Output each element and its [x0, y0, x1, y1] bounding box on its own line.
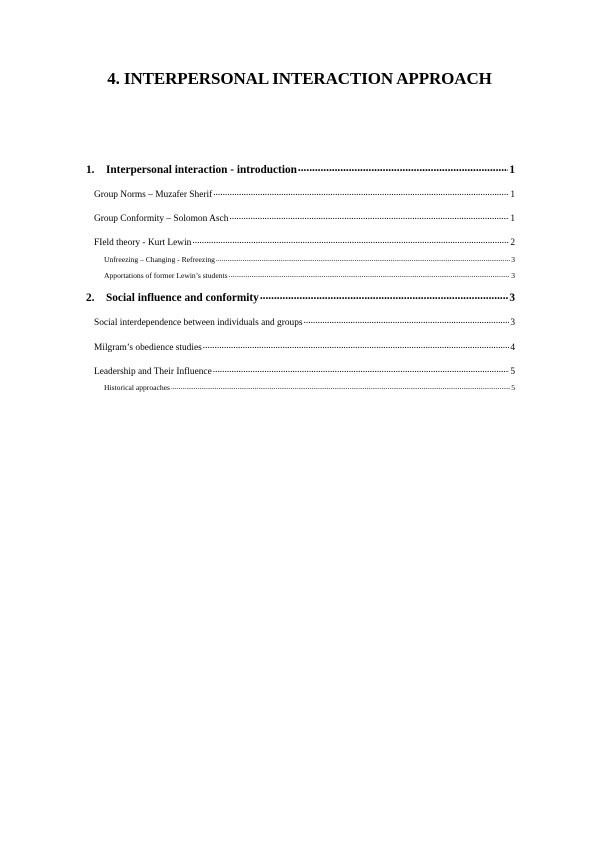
dot-leader	[304, 316, 510, 325]
toc-entry-leadership[interactable]	[94, 365, 515, 377]
toc-entry-field-theory[interactable]	[94, 236, 515, 248]
dot-leader	[213, 188, 509, 197]
toc-entry-page: 2	[510, 238, 515, 249]
toc-entry-historical-approaches[interactable]	[104, 382, 515, 392]
toc-entry-page: 3	[509, 292, 515, 305]
toc-entry-page: 3	[511, 254, 515, 264]
toc-entry-page: 1	[509, 164, 515, 177]
toc-entry-group-norms[interactable]	[94, 188, 515, 200]
toc-entry-group-conformity[interactable]	[94, 212, 515, 224]
dot-leader	[216, 254, 510, 262]
toc-entry-social-interdependence[interactable]	[94, 316, 515, 328]
toc-entry-number: 2.	[86, 292, 95, 305]
toc-entry-page: 4	[510, 343, 515, 354]
toc-entry-label: Social interdependence between individuals and groups	[94, 318, 303, 329]
toc-entry-page: 5	[511, 382, 515, 392]
toc-entry-label: Group Conformity – Solomon Asch	[94, 214, 229, 225]
toc-entry-label: Group Norms – Muzafer Sherif	[94, 190, 213, 201]
toc-entry-page: 1	[510, 214, 515, 225]
toc-entry-page: 3	[511, 270, 515, 280]
toc-entry-unfreezing[interactable]	[104, 254, 515, 264]
toc-entry-label: Unfreezing – Changing - Refreezing	[104, 254, 215, 264]
dot-leader	[203, 341, 510, 350]
dot-leader	[260, 290, 509, 301]
toc-entry-section-2[interactable]	[86, 290, 515, 304]
toc-entry-page: 5	[510, 367, 515, 378]
dot-leader	[298, 162, 508, 173]
toc-entry-label: Historical approaches	[104, 382, 170, 392]
toc-entry-section-1[interactable]	[86, 162, 515, 176]
dot-leader	[171, 382, 510, 390]
toc-entry-label: Leadership and Their Influence	[94, 367, 212, 378]
dot-leader	[229, 270, 511, 278]
toc-entry-label: Social influence and conformity	[106, 292, 259, 305]
toc-entry-page: 1	[510, 190, 515, 201]
toc-entry-page: 3	[510, 318, 515, 329]
document-title: 4. INTERPERSONAL INTERACTION APPROACH	[107, 69, 492, 88]
toc-entry-apportations[interactable]	[104, 270, 515, 280]
toc-entry-label: Apportations of former Lewin’s students	[104, 270, 228, 280]
toc-entry-label: FIeld theory - Kurt Lewin	[94, 238, 192, 249]
toc-entry-label: Milgram’s obedience studies	[94, 343, 202, 354]
toc-entry-label: Interpersonal interaction - introduction	[106, 164, 297, 177]
toc-entry-number: 1.	[86, 164, 95, 177]
toc-entry-milgram[interactable]	[94, 341, 515, 353]
dot-leader	[192, 236, 509, 245]
dot-leader	[213, 365, 510, 374]
dot-leader	[229, 212, 509, 221]
